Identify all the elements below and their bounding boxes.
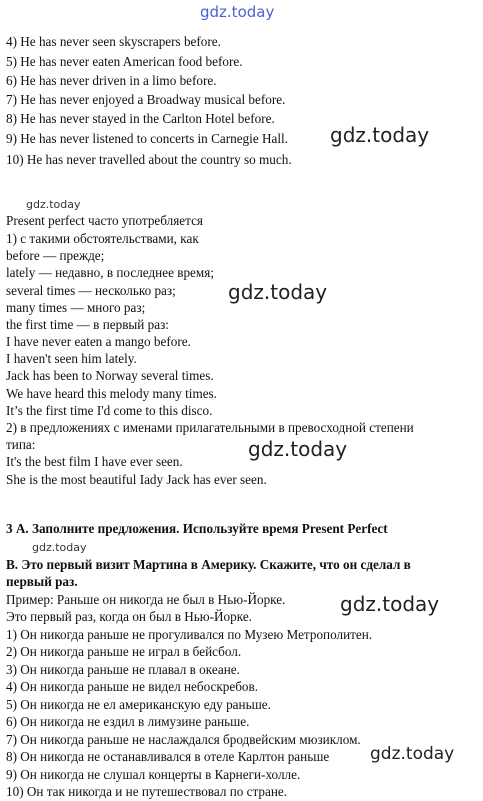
note-line: типа: (6, 437, 36, 452)
exercise-line: 2) Он никогда раньше не играл в бейсбол. (6, 644, 242, 659)
exercise-line: 6) Он никогда не ездил в лимузине раньше. (6, 714, 250, 729)
note-line: We have heard this melody many times. (6, 386, 217, 401)
note-line: 1) с такими обстоятельствами, как (6, 231, 199, 246)
watermark-2: gdz.today (26, 198, 81, 211)
exercise-line: 7) Он никогда раньше не наслаждался бродвейским мюзиклом. (6, 732, 361, 747)
note-line: I have never eaten a mango before. (6, 334, 191, 349)
note-line: many times — много раз; (6, 300, 146, 315)
answer-line: 4) He has never seen skyscrapers before. (6, 34, 221, 49)
note-line: It's the best film I have ever seen. (6, 454, 183, 469)
watermark-1: gdz.today (330, 123, 430, 147)
exercise-line: 1) Он никогда раньше не прогуливался по Музею Метрополитен. (6, 627, 373, 642)
watermark-3: gdz.today (228, 280, 328, 304)
watermark-5: gdz.today (32, 541, 87, 554)
answer-line: 10) He has never travelled about the country so much. (6, 152, 292, 167)
exercise-line: 8) Он никогда не останавливался в отеле Карлтон раньше (6, 749, 330, 764)
exercise-line: Пример: Раньше он никогда не был в Нью-Йорке. (6, 592, 286, 607)
answer-line: 8) He has never stayed in the Carlton Hotel before. (6, 111, 275, 126)
exercise-line: Это первый раз, когда он был в Нью-Йорке. (6, 609, 252, 624)
note-line: lately — недавно, в последнее время; (6, 265, 214, 280)
watermark-top: gdz.today (200, 3, 275, 21)
watermark-6: gdz.today (340, 592, 440, 616)
watermark-7: gdz.today (370, 744, 455, 764)
exercise-line: 10) Он так никогда и не путешествовал по стране. (6, 784, 288, 799)
note-line: Jack has been to Norway several times. (6, 368, 214, 383)
answer-line: 7) He has never enjoyed a Broadway musical before. (6, 92, 286, 107)
note-line: before — прежде; (6, 248, 105, 263)
exercise-line: 5) Он никогда не ел американскую еду раньше. (6, 697, 271, 712)
watermark-4: gdz.today (248, 437, 348, 461)
exercise-line: 3) Он никогда раньше не плавал в океане. (6, 662, 240, 677)
note-line: Present perfect часто употребляется (6, 213, 204, 228)
answer-line: 6) He has never driven in a limo before. (6, 73, 217, 88)
exercise-heading-a: 3 А. Заполните предложения. Используйте время Present Perfect (6, 521, 388, 536)
note-line: She is the most beautiful Iady Jack has ever seen. (6, 472, 267, 487)
note-line: several times — несколько раз; (6, 283, 176, 298)
answer-line: 5) He has never eaten American food before. (6, 54, 243, 69)
answer-line: 9) He has never listened to concerts in Carnegie Hall. (6, 131, 288, 146)
note-line: It’s the first time I'd come to this disco. (6, 403, 213, 418)
note-line: 2) в предложениях с именами прилагательными в превосходной степени (6, 420, 414, 435)
note-line: I haven't seen him lately. (6, 351, 137, 366)
exercise-line: 9) Он никогда не слушал концерты в Карнеги-холле. (6, 767, 301, 782)
exercise-heading-b-cont: первый раз. (6, 574, 78, 589)
exercise-heading-b: B. Это первый визит Мартина в Америку. Скажите, что он сделал в (6, 557, 411, 572)
exercise-line: 4) Он никогда раньше не видел небоскребов. (6, 679, 259, 694)
note-line: the first time — в первый раз: (6, 317, 169, 332)
